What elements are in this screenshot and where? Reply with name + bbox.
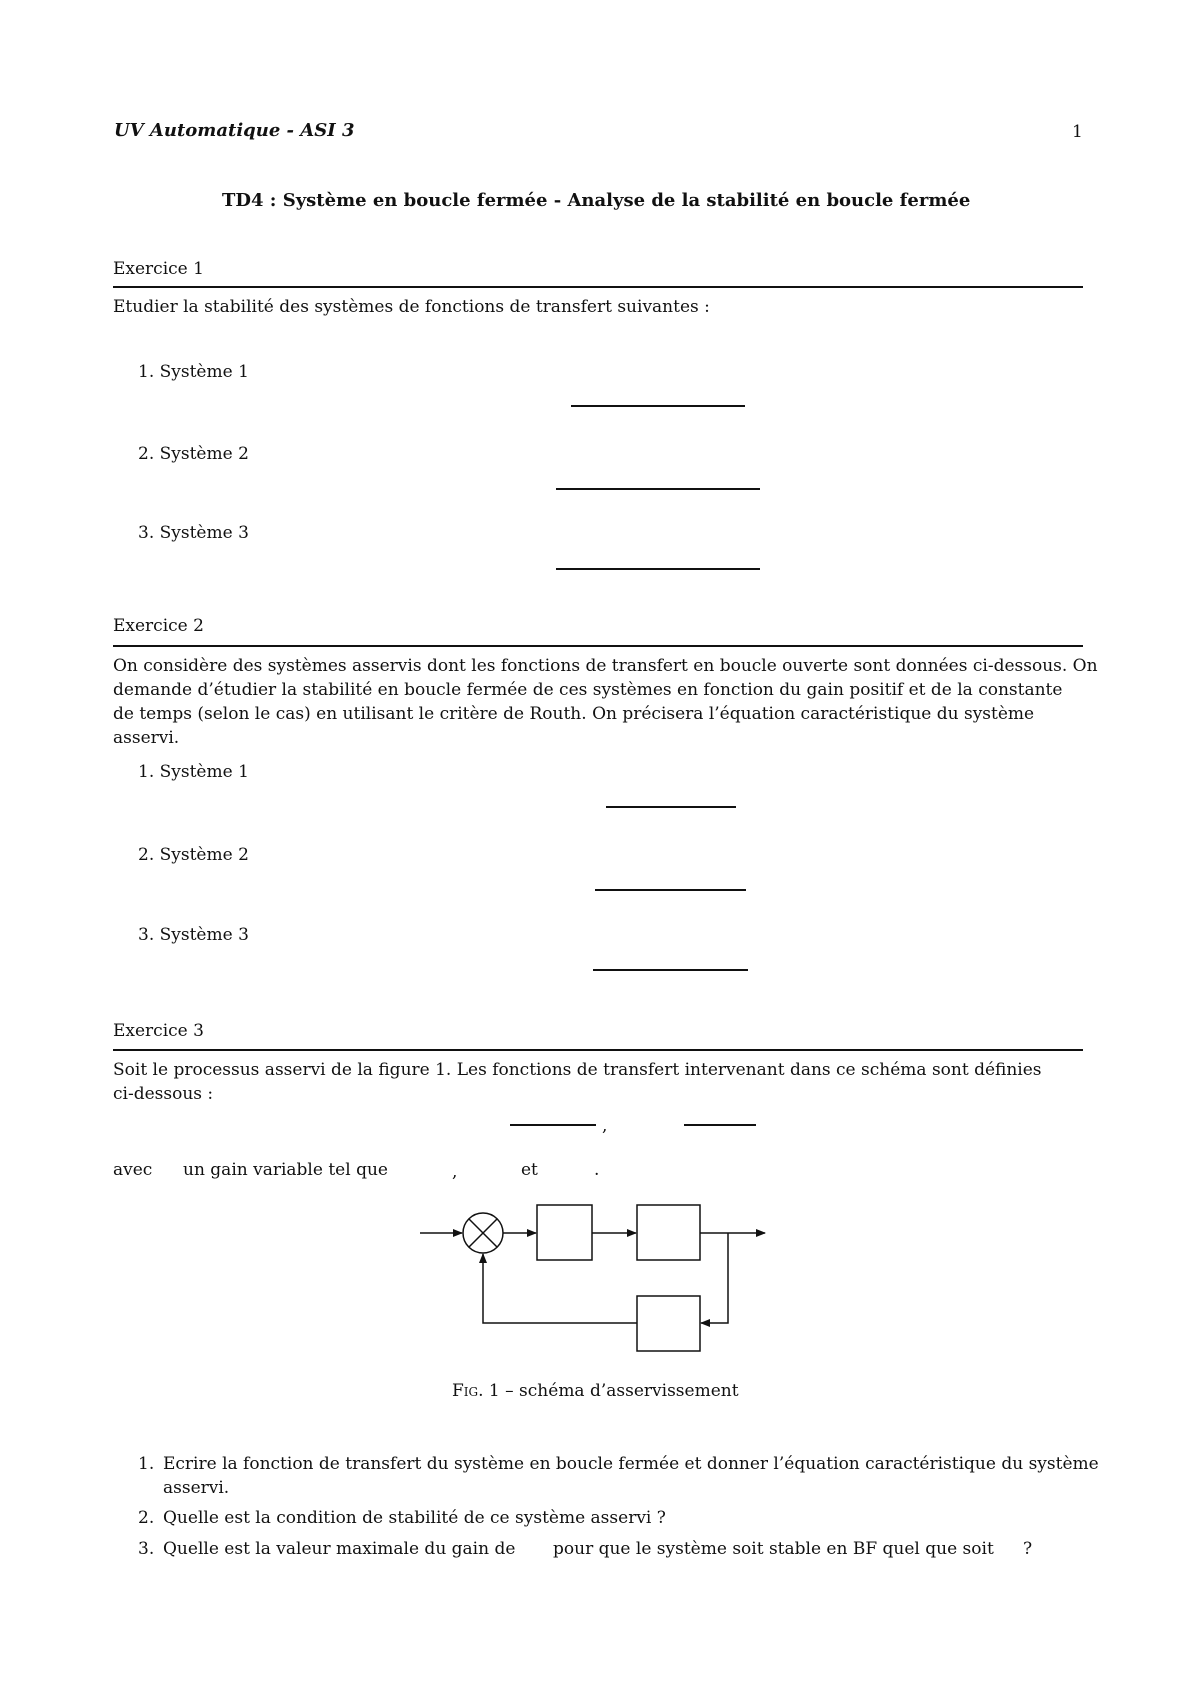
exercise2-intro-line: On considère des systèmes asservis dont les fonctions de transfert en boucle ouverte sont données ci-dessous. On xyxy=(113,656,1098,676)
figure-label: Fig. 1 xyxy=(452,1381,500,1401)
exercise1-item-3: 3. Système 3 xyxy=(138,523,249,543)
question-text: pour que le système soit stable en BF quel que soit xyxy=(553,1539,994,1559)
condition-comma: , xyxy=(452,1162,458,1182)
condition-period: . xyxy=(594,1160,600,1180)
exercise1-item-1: 1. Système 1 xyxy=(138,362,249,382)
question-number: 1. xyxy=(138,1454,155,1474)
course-header: UV Automatique - ASI 3 xyxy=(114,120,355,141)
exercise1-intro: Etudier la stabilité des systèmes de fonctions de transfert suivantes : xyxy=(113,297,710,317)
exercise3-rule xyxy=(113,1049,1083,1051)
fraction-bar xyxy=(571,405,745,407)
process-block xyxy=(637,1205,700,1260)
exercise2-intro-line: asservi. xyxy=(113,728,180,748)
exercise1-heading: Exercice 1 xyxy=(113,259,204,279)
exercise3-intro-line: ci-dessous : xyxy=(113,1084,214,1104)
avec-word: avec xyxy=(113,1160,153,1180)
feedback-path xyxy=(701,1233,728,1323)
question-text: ? xyxy=(1023,1539,1033,1559)
fraction-bar xyxy=(593,969,748,971)
exercise2-item-2: 2. Système 2 xyxy=(138,845,249,865)
fraction-bar xyxy=(556,568,760,570)
fraction-bar xyxy=(606,806,736,808)
figure-caption-text: – schéma d’asservissement xyxy=(505,1381,739,1401)
exercise1-rule xyxy=(113,286,1083,288)
fraction-bar xyxy=(684,1124,756,1126)
question-text: Quelle est la valeur maximale du gain de xyxy=(163,1539,516,1559)
question-text: Quelle est la condition de stabilité de ce système asservi ? xyxy=(163,1508,666,1528)
fraction-bar xyxy=(556,488,760,490)
exercise2-intro-line: demande d’étudier la stabilité en boucle fermée de ces systèmes en fonction du gain positif et de la constante xyxy=(113,680,1063,700)
controller-block xyxy=(537,1205,592,1260)
exercise2-item-1: 1. Système 1 xyxy=(138,762,249,782)
exercise3-heading: Exercice 3 xyxy=(113,1021,204,1041)
exercise2-heading: Exercice 2 xyxy=(113,616,204,636)
figure-caption xyxy=(452,1383,739,1400)
exercise2-rule xyxy=(113,645,1083,647)
feedback-return-arrow xyxy=(483,1254,637,1323)
question-number: 3. xyxy=(138,1539,155,1559)
exercise2-item-3: 3. Système 3 xyxy=(138,925,249,945)
block-diagram xyxy=(415,1195,775,1365)
page-number: 1 xyxy=(1072,122,1083,142)
et-word: et xyxy=(521,1160,538,1180)
fraction-bar xyxy=(595,889,746,891)
exercise1-item-2: 2. Système 2 xyxy=(138,444,249,464)
feedback-block xyxy=(637,1296,700,1351)
gain-condition-text: un gain variable tel que xyxy=(183,1160,388,1180)
summing-junction xyxy=(463,1213,503,1253)
question-text: Ecrire la fonction de transfert du système en boucle fermée et donner l’équation caractéristique du système xyxy=(163,1454,1099,1474)
exercise3-intro-line: Soit le processus asservi de la figure 1. Les fonctions de transfert intervenant dans ce schéma sont définies xyxy=(113,1060,1042,1080)
exercise2-intro-line: de temps (selon le cas) en utilisant le critère de Routh. On précisera l’équation caractéristique du système xyxy=(113,704,1035,724)
question-number: 2. xyxy=(138,1508,155,1528)
fraction-bar xyxy=(510,1124,596,1126)
page-title: TD4 : Système en boucle fermée - Analyse de la stabilité en boucle fermée xyxy=(222,190,971,211)
separator-comma: , xyxy=(602,1116,608,1136)
question-text: asservi. xyxy=(163,1478,230,1498)
